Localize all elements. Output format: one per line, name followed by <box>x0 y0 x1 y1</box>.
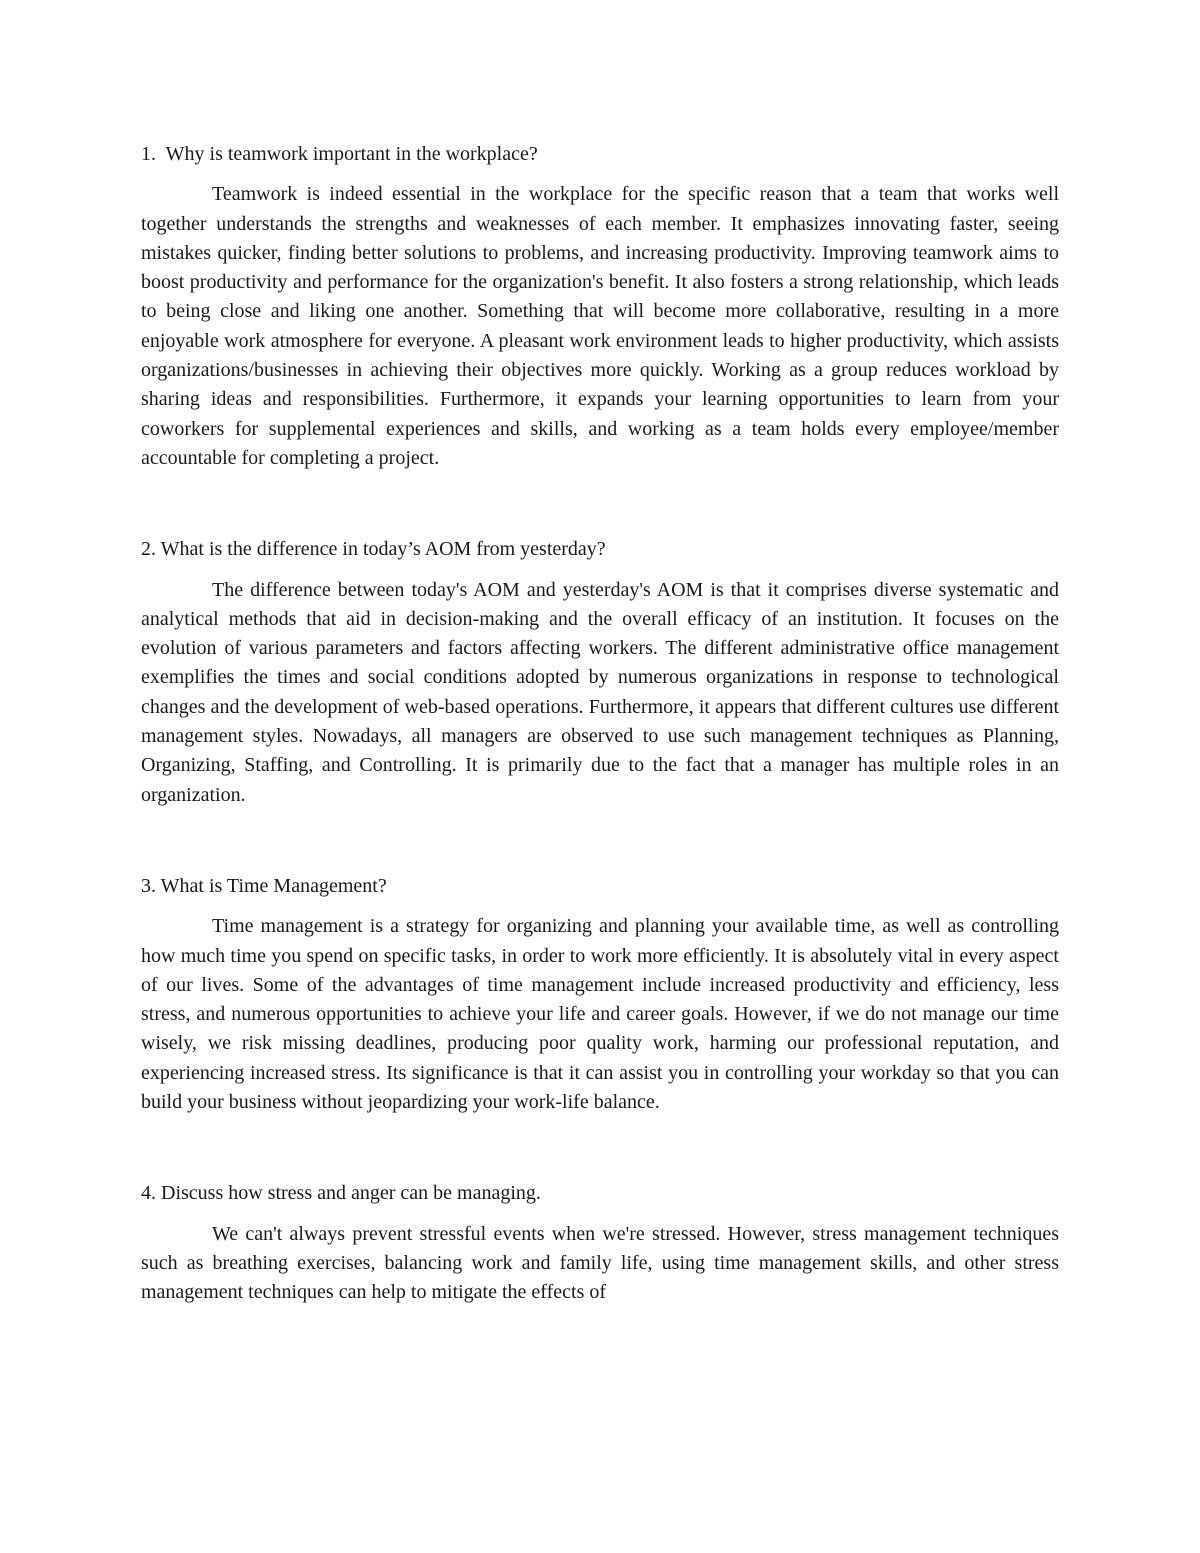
question-heading: 1. Why is teamwork important in the workplace? <box>141 143 538 165</box>
answer-paragraph: We can't always prevent stressful events when we're stressed. However, stress management techniques such as breathing exercises, balancing work and family life, using time management skills, and other stress management techniques can help to mitigate the effects of <box>141 1222 1059 1304</box>
section-spacer <box>141 1117 1059 1179</box>
section-1 <box>141 140 1059 473</box>
section-spacer <box>141 473 1059 535</box>
answer-paragraph: The difference between today's AOM and yesterday's AOM is that it comprises diverse systematic and analytical methods that aid in decision-making and the overall efficacy of an institution. It focuses on the evolution of various parameters and factors affecting workers. The different administrative office management exemplifies the times and social conditions adopted by numerous organizations in response to technological changes and the development of web-based operations. Furthermore, it appears that different cultures use different management styles. Nowadays, all managers are observed to use such management techniques as Planning, Organizing, Staffing, and Controlling. It is primarily due to the fact that a manager has multiple roles in an organization. <box>141 578 1059 806</box>
section-3 <box>141 872 1059 1117</box>
question-heading: 3. What is Time Management? <box>141 874 387 897</box>
question-heading: 4. Discuss how stress and anger can be managing. <box>141 1182 541 1205</box>
document-body <box>141 140 1059 1308</box>
section-spacer <box>141 810 1059 872</box>
section-2 <box>141 535 1059 810</box>
answer-paragraph: Teamwork is indeed essential in the workplace for the specific reason that a team that works well together understands the strengths and weaknesses of each member. It emphasizes innovating faster, seeing mistakes quicker, finding better solutions to problems, and increasing productivity. Improving teamwork aims to boost productivity and performance for the organization's benefit. It also fosters a strong relationship, which leads to being close and liking one another. Something that will become more collaborative, resulting in a more enjoyable work atmosphere for everyone. A pleasant work environment leads to higher productivity, which assists organizations/businesses in achieving their objectives more quickly. Working as a group reduces workload by sharing ideas and responsibilities. Furthermore, it expands your learning opportunities to learn from your coworkers for supplemental experiences and skills, and working as a team holds every employee/member accountable for completing a project. <box>141 183 1059 469</box>
answer-paragraph: Time management is a strategy for organizing and planning your available time, as well as controlling how much time you spend on specific tasks, in order to work more efficiently. It is absolutely vital in every aspect of our lives. Some of the advantages of time management include increased productivity and efficiency, less stress, and numerous opportunities to achieve your life and career goals. However, if we do not manage our time wisely, we risk missing deadlines, producing poor quality work, harming our professional reputation, and experiencing increased stress. Its significance is that it can assist you in controlling your workday so that you can build your business without jeopardizing your work-life balance. <box>141 915 1059 1114</box>
question-heading: 2. What is the difference in today’s AOM from yesterday? <box>141 538 606 561</box>
section-4 <box>141 1179 1059 1307</box>
